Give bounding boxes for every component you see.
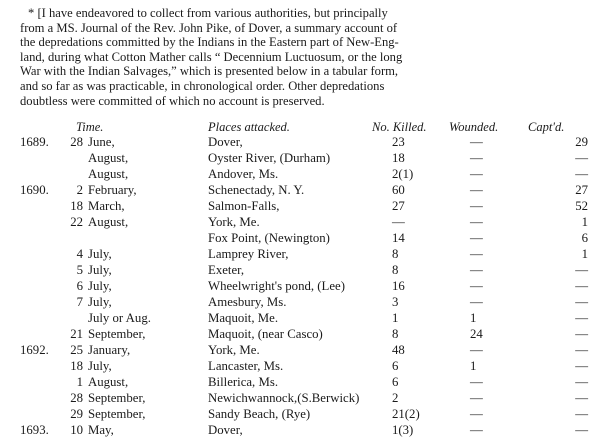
killed-cell: 14 — [392, 231, 405, 245]
table-row — [0, 406, 606, 422]
table-row — [0, 390, 606, 406]
day-cell: 10 — [70, 423, 83, 437]
killed-cell: 1(3) — [392, 423, 414, 437]
table-row — [0, 214, 606, 230]
table-row — [0, 294, 606, 310]
place-cell: Dover, — [208, 135, 243, 149]
place-cell: Amesbury, Ms. — [208, 295, 287, 309]
wounded-cell: — — [470, 151, 483, 165]
day-cell: 22 — [70, 215, 83, 229]
place-cell: Dover, — [208, 423, 243, 437]
wounded-cell: — — [470, 263, 483, 277]
header-killed: No. Killed. — [372, 120, 427, 134]
killed-cell: 3 — [392, 295, 399, 309]
killed-cell: — — [392, 215, 405, 229]
wounded-cell: — — [470, 279, 483, 293]
wounded-cell: — — [470, 247, 483, 261]
table-row — [0, 422, 606, 438]
place-cell: Fox Point, (Newington) — [208, 231, 330, 245]
day-cell: 28 — [70, 135, 83, 149]
captured-cell: — — [575, 311, 588, 325]
place-cell: Newichwannock,(S.Berwick) — [208, 391, 360, 405]
captured-cell: — — [575, 327, 588, 341]
killed-cell: 6 — [392, 375, 399, 389]
month-cell: February, — [88, 183, 137, 197]
captured-cell: 1 — [581, 247, 588, 261]
table-row — [0, 278, 606, 294]
killed-cell: 2 — [392, 391, 399, 405]
day-cell: 1 — [76, 375, 83, 389]
month-cell: January, — [88, 343, 131, 357]
wounded-cell: — — [470, 423, 483, 437]
month-cell: July or Aug. — [88, 311, 151, 325]
table-row — [0, 310, 606, 326]
month-cell: June, — [88, 135, 115, 149]
month-cell: September, — [88, 407, 146, 421]
year-cell: 1689. — [20, 135, 49, 149]
day-cell: 6 — [76, 279, 83, 293]
place-cell: Lancaster, Ms. — [208, 359, 284, 373]
wounded-cell: — — [470, 215, 483, 229]
month-cell: July, — [88, 279, 112, 293]
captured-cell: — — [575, 295, 588, 309]
place-cell: Exeter, — [208, 263, 245, 277]
captured-cell: — — [575, 279, 588, 293]
footnote-line: land, during what Cotton Mather calls “ Decennium Luctuosum, or the long — [20, 49, 403, 64]
table-row — [0, 134, 606, 150]
captured-cell: — — [575, 263, 588, 277]
table-row — [0, 358, 606, 374]
wounded-cell: — — [470, 231, 483, 245]
footnote-line: the depredations committed by the Indians in the Eastern part of New-Eng- — [20, 35, 399, 50]
killed-cell: 2(1) — [392, 167, 414, 181]
killed-cell: 27 — [392, 199, 405, 213]
table-row — [0, 326, 606, 342]
wounded-cell: — — [470, 183, 483, 197]
captured-cell: — — [575, 407, 588, 421]
day-cell: 29 — [70, 407, 83, 421]
month-cell: July, — [88, 295, 112, 309]
wounded-cell: — — [470, 343, 483, 357]
wounded-cell: 1 — [470, 359, 477, 373]
place-cell: Wheelwright's pond, (Lee) — [208, 279, 345, 293]
place-cell: Andover, Ms. — [208, 167, 279, 181]
captured-cell: — — [575, 167, 588, 181]
killed-cell: 23 — [392, 135, 405, 149]
table-row — [0, 246, 606, 262]
header-wounded: Wounded. — [449, 120, 499, 134]
table-row — [0, 150, 606, 166]
year-cell: 1692. — [20, 343, 49, 357]
wounded-cell: — — [470, 407, 483, 421]
month-cell: August, — [88, 167, 129, 181]
month-cell: May, — [88, 423, 114, 437]
table-row — [0, 166, 606, 182]
table-row — [0, 374, 606, 390]
header-captured: Capt'd. — [528, 120, 565, 134]
captured-cell: 27 — [575, 183, 588, 197]
header-time: Time. — [76, 120, 104, 134]
table-row — [0, 182, 606, 198]
table-row — [0, 198, 606, 214]
footnote-line: War with the Indian Salvages,” which is presented below in a tabular form, — [20, 64, 399, 79]
footnote-line: and so far as was practicable, in chronological order. Other depredations — [20, 78, 385, 93]
day-cell: 25 — [70, 343, 83, 357]
killed-cell: 16 — [392, 279, 405, 293]
day-cell: 18 — [70, 199, 83, 213]
wounded-cell: — — [470, 167, 483, 181]
captured-cell: — — [575, 343, 588, 357]
month-cell: July, — [88, 247, 112, 261]
killed-cell: 8 — [392, 327, 399, 341]
month-cell: September, — [88, 391, 146, 405]
place-cell: Maquoit, (near Casco) — [208, 327, 323, 341]
day-cell: 28 — [70, 391, 83, 405]
captured-cell: — — [575, 423, 588, 437]
month-cell: September, — [88, 327, 146, 341]
place-cell: Schenectady, N. Y. — [208, 183, 305, 197]
introductory-footnote — [20, 6, 592, 108]
place-cell: York, Me. — [208, 343, 260, 357]
day-cell: 5 — [76, 263, 83, 277]
killed-cell: 6 — [392, 359, 399, 373]
footnote-line: from a MS. Journal of the Rev. John Pike, of Dover, a summary account of — [20, 20, 398, 35]
month-cell: August, — [88, 375, 129, 389]
wounded-cell: — — [470, 375, 483, 389]
year-cell: 1690. — [20, 183, 49, 197]
wounded-cell: — — [470, 199, 483, 213]
wounded-cell: 1 — [470, 311, 477, 325]
month-cell: August, — [88, 151, 129, 165]
month-cell: August, — [88, 215, 129, 229]
table-row — [0, 230, 606, 246]
day-cell: 4 — [76, 247, 83, 261]
place-cell: Maquoit, Me. — [208, 311, 279, 325]
wounded-cell: 24 — [470, 327, 483, 341]
captured-cell: — — [575, 151, 588, 165]
year-cell: 1693. — [20, 423, 49, 437]
place-cell: Salmon-Falls, — [208, 199, 280, 213]
killed-cell: 48 — [392, 343, 405, 357]
table-row — [0, 342, 606, 358]
place-cell: Lamprey River, — [208, 247, 289, 261]
captured-cell: 6 — [581, 231, 588, 245]
wounded-cell: — — [470, 135, 483, 149]
header-places: Places attacked. — [208, 120, 290, 134]
footnote-line: * [I have endeavored to collect from various authorities, but principally — [28, 6, 388, 20]
captured-cell: — — [575, 359, 588, 373]
footnote-line: doubtless were committed of which no account is preserved. — [20, 93, 325, 108]
killed-cell: 60 — [392, 183, 405, 197]
wounded-cell: — — [470, 295, 483, 309]
month-cell: July, — [88, 263, 112, 277]
killed-cell: 8 — [392, 263, 399, 277]
month-cell: July, — [88, 359, 112, 373]
day-cell: 2 — [76, 183, 83, 197]
place-cell: Billerica, Ms. — [208, 375, 279, 389]
month-cell: March, — [88, 199, 125, 213]
killed-cell: 1 — [392, 311, 399, 325]
captured-cell: 1 — [581, 215, 588, 229]
killed-cell: 18 — [392, 151, 405, 165]
table-row — [0, 262, 606, 278]
captured-cell: — — [575, 375, 588, 389]
place-cell: Oyster River, (Durham) — [208, 151, 331, 165]
day-cell: 7 — [76, 295, 83, 309]
captured-cell: 52 — [575, 199, 588, 213]
captured-cell: 29 — [575, 135, 588, 149]
day-cell: 18 — [70, 359, 83, 373]
place-cell: Sandy Beach, (Rye) — [208, 407, 311, 421]
killed-cell: 21(2) — [392, 407, 420, 421]
captured-cell: — — [575, 391, 588, 405]
place-cell: York, Me. — [208, 215, 260, 229]
day-cell: 21 — [70, 327, 83, 341]
wounded-cell: — — [470, 391, 483, 405]
killed-cell: 8 — [392, 247, 399, 261]
